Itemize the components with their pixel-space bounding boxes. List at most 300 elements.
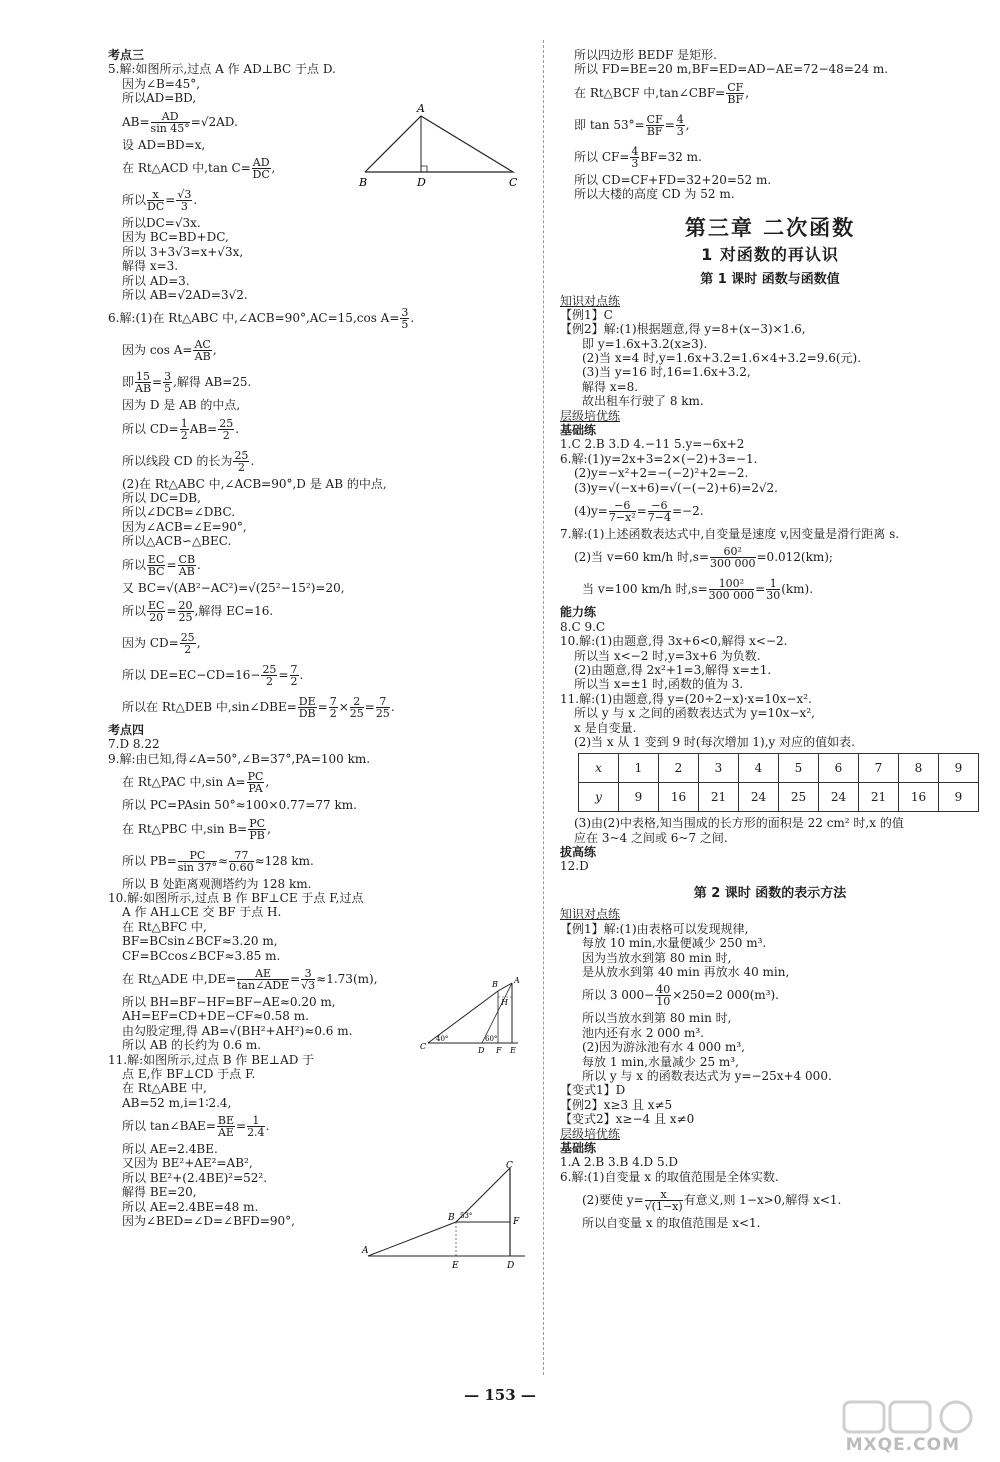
text: ≈: [218, 853, 229, 868]
table-cell: 9: [939, 783, 979, 812]
fraction-num: 100²: [709, 578, 755, 590]
label-a: A: [417, 102, 425, 115]
r-top-3: 所以 CD=CF+FD=32+20=52 m.: [574, 172, 772, 187]
table-cell: 9: [939, 754, 979, 783]
q6-line-9: 所以∠DCB=∠DBC.: [122, 505, 236, 520]
fraction-den: 3: [631, 156, 639, 170]
text: =: [236, 1119, 247, 1134]
fraction-den: 3: [180, 199, 188, 213]
fraction-num: 25: [234, 448, 249, 462]
q10-line-5: CF=BCcos∠BCF≈3.85 m.: [122, 948, 281, 963]
r-l2-8: 每放 1 min,水量减少 25 m³,: [582, 1054, 739, 1069]
r-after-table-2: 应在 3~4 之间或 6~7 之间.: [574, 830, 728, 845]
tgl-heading: 拔高练: [560, 845, 597, 860]
text: (km).: [781, 582, 814, 597]
r-jc2-1: 1.A 2.B 3.B 4.D 5.D: [560, 1155, 679, 1170]
r-l2-9: 所以 y 与 x 的函数表达式为 y=−25x+4 000.: [582, 1068, 832, 1083]
q10-line-1: 10.解:如图所示,过点 B 作 BF⊥CE 于点 F,过点: [108, 890, 364, 905]
q6-line-16: 所以 DE=EC−CD=16− $\frac{25}{2}$ = $\frac{7}{2}$ .: [122, 663, 304, 689]
text: AB=: [122, 114, 150, 129]
r-nl-3: 所以当 x<−2 时,y=3x+6 为负数.: [574, 648, 761, 663]
text: 因为 cos A=: [122, 343, 193, 358]
q5-line-2: 因为∠B=45°,: [122, 76, 201, 91]
fraction: [290, 664, 299, 687]
table-cell: 5: [779, 754, 819, 783]
text: (2)要使 y=: [582, 1193, 644, 1208]
q6-line-4: 因为 D 是 AB 的中点,: [122, 398, 241, 413]
text: .: [193, 192, 198, 207]
text: =: [364, 700, 375, 715]
text: ≈1.73(m),: [316, 971, 378, 986]
r-tan-cbf: 在 Rt△BCF 中,tan∠CBF= $\frac{CF}{BF}$ ,: [574, 80, 750, 106]
q6-line-12: 所以 $\frac{EC}{BC}$ = $\frac{CB}{AB}$ .: [122, 552, 201, 578]
xy-value-table: [578, 753, 979, 812]
r-l1-1: 【例1】C: [560, 307, 613, 322]
fraction: [178, 850, 217, 873]
r-after-table-1: (3)由(2)中表格,知当围成的长方形的面积是 22 cm² 时,x 的值: [574, 816, 904, 831]
zsd-heading-2: 知识对点练: [560, 907, 621, 922]
fraction-den: sin 37°: [177, 860, 218, 874]
q11-line-3: 在 Rt△ABE 中,: [122, 1081, 207, 1096]
lesson-2-title: 第 2 课时 函数的表示方法: [693, 885, 847, 901]
r-nl-2: 10.解:(1)由题意,得 3x+6<0,解得 x<−2.: [560, 634, 788, 649]
right-angle-mark: [421, 166, 427, 172]
text: 所以 DE=EC−CD=16−: [122, 668, 261, 683]
ramp-figure: [418, 975, 528, 1055]
q11-line-6: 又因为 BE²+AE²=AB²,: [122, 1156, 253, 1171]
r-l2-1: 【例1】解:(1)由表格可以发现规律,: [560, 921, 749, 936]
fraction-num: 25: [180, 631, 195, 645]
q11-line-1: 11.解:如图所示,过点 B 作 BE⊥AD 于: [108, 1052, 315, 1067]
text: 在 Rt△ADE 中,DE=: [122, 971, 237, 986]
fraction-num: 1: [180, 416, 188, 430]
r-jc-2: 6.解:(1)y=2x+3=2×(−2)+3=−1.: [560, 451, 758, 466]
label-e: E: [452, 1261, 459, 1271]
r-jc2-3: [560, 1184, 980, 1216]
q5-line-4: 设 AD=BD=x,: [122, 137, 206, 152]
text: 6.解:(1)在 Rt△ABC 中,∠ACB=90°,AC=15,cos A=: [108, 311, 400, 326]
r-l2-10: 【变式1】D: [560, 1083, 626, 1098]
fraction: [726, 82, 744, 105]
label-d: D: [507, 1261, 515, 1271]
table-cell: 24: [819, 783, 859, 812]
label-b: B: [492, 980, 498, 989]
text: ×250=2 000(m³).: [672, 988, 779, 1003]
r-jc2-4: 所以自变量 x 的取值范围是 x<1.: [582, 1216, 761, 1231]
fraction-num: PC: [178, 850, 217, 862]
fraction-den: sin 45°: [150, 121, 190, 135]
fraction: [400, 307, 409, 330]
label-a: A: [514, 976, 520, 985]
r-jc-4: (3)y=√(−x+6)=√(−(−2)+6)=2√2.: [574, 480, 778, 495]
label-60deg: 60°: [485, 1035, 498, 1043]
fraction-num: PC: [249, 816, 266, 830]
text: 有意义,则 1−x>0,解得 x<1.: [683, 1193, 842, 1208]
text: ≈128 km.: [254, 853, 314, 868]
text: 所以: [122, 192, 147, 207]
fraction-num: 25: [219, 416, 234, 430]
fraction-num: 15: [136, 370, 151, 384]
fraction-num: 1: [766, 578, 780, 590]
text: 所以 tan∠BAE=: [122, 1119, 216, 1134]
table-cell: 4: [739, 754, 779, 783]
q6-line-5: 所以 CD= $\frac{1}{2}$ AB= $\frac{25}{2}$ .: [122, 416, 240, 442]
q6-line-7: (2)在 Rt△ABC 中,∠ACB=90°,D 是 AB 的中点,: [122, 476, 387, 491]
cjpy-heading-1: 层级培优练: [560, 408, 621, 423]
text: 所以: [122, 557, 147, 572]
fraction-den: 2: [265, 675, 273, 689]
q11-line-2: 点 E,作 BF⊥CD 于点 F.: [122, 1066, 256, 1081]
r-nl-5: 所以当 x=±1 时,函数的值为 3.: [574, 677, 744, 692]
fraction: [350, 696, 364, 719]
fraction: [247, 771, 265, 794]
table-cell: 21: [699, 783, 739, 812]
r-q7-2: [560, 541, 980, 573]
fraction-den: BC: [147, 564, 165, 578]
fraction-num: 3: [401, 306, 409, 320]
table-cell: 21: [859, 783, 899, 812]
fraction-num: 7: [290, 663, 298, 677]
fraction-den: 25: [375, 707, 390, 721]
text: 所以线段 CD 的长为: [122, 453, 233, 468]
text: BF=32 m.: [640, 149, 702, 164]
fraction: [237, 968, 289, 991]
r-top-2: 所以 FD=BE=20 m,BF=ED=AD−AE=72−48=24 m.: [574, 62, 889, 77]
q6-line-2: 因为 cos A= $\frac{AC}{AB}$ ,: [122, 338, 217, 364]
q10-line-2: A 作 AH⊥CE 交 BF 于点 H.: [122, 905, 282, 920]
fraction-den: DC: [252, 167, 270, 181]
fraction-den: BF: [727, 92, 744, 106]
q11-line-7: 所以 BE²+(2.4BE)²=52².: [122, 1170, 268, 1185]
fraction-num: EC: [148, 552, 165, 566]
table-cell: 7: [859, 754, 899, 783]
fraction-num: PC: [247, 770, 264, 784]
text: =0.012(km);: [756, 550, 833, 565]
q9-line-5: [108, 845, 528, 877]
q11-line-5: 所以 AE=2.4BE.: [122, 1142, 218, 1157]
fraction: [298, 696, 317, 719]
table-cell: 25: [779, 783, 819, 812]
table-cell: 1: [619, 754, 659, 783]
watermark-text: MXQE.COM: [845, 1435, 960, 1455]
fraction-den: AE: [217, 1126, 234, 1140]
fraction-num: √3: [177, 187, 192, 201]
r-nl-9: (2)当 x 从 1 变到 9 时(每次增加 1),y 对应的值如表.: [574, 734, 855, 749]
fraction: [193, 339, 211, 362]
q10-line-9: 所以 AB 的长约为 0.6 m.: [122, 1038, 262, 1053]
r-q7-3: [560, 573, 980, 605]
fraction-den: 2: [184, 643, 192, 657]
text: =: [755, 582, 766, 597]
fraction-num: CF: [646, 112, 663, 126]
r-l1-3: 即 y=1.6x+3.2(x≥3).: [582, 336, 708, 351]
fraction: [376, 696, 390, 719]
text: 在 Rt△ACD 中,tan C=: [122, 160, 251, 175]
fraction-num: 3: [301, 968, 315, 980]
table-cell: 6: [819, 754, 859, 783]
fraction-num: x: [645, 1189, 683, 1201]
text: =: [664, 117, 675, 132]
fraction-num: EC: [148, 599, 165, 613]
table-header-x: x: [579, 754, 619, 783]
r-l1-5: (3)当 y=16 时,16=1.6x+3.2,: [582, 365, 751, 380]
cjpy-heading-2: 层级培优练: [560, 1126, 621, 1141]
q9-line-3: 所以 PC=PAsin 50°≈100×0.77=77 km.: [122, 798, 357, 813]
r-top-4: 所以大楼的高度 CD 为 52 m.: [574, 187, 735, 202]
text: AB=: [189, 421, 218, 436]
label-40deg: 40°: [436, 1035, 449, 1043]
fraction-num: 60²: [710, 546, 756, 558]
q11-line-10: 因为∠BED=∠D=∠BFD=90°,: [122, 1214, 295, 1229]
triangle-outline: [365, 116, 513, 172]
fraction: [648, 500, 671, 523]
zsd-heading-1: 知识对点练: [560, 293, 621, 308]
fraction: [233, 450, 249, 473]
fraction-den: √3: [301, 978, 316, 992]
q6-line-8: 所以 DC=DB,: [122, 491, 201, 506]
fraction-num: 25: [262, 663, 277, 677]
fraction: [252, 157, 271, 180]
text: 因为 CD=: [122, 636, 179, 651]
text: =: [317, 700, 328, 715]
fraction-den: DC: [147, 199, 165, 213]
label-e: E: [510, 1046, 516, 1055]
q6-line-6: 所以线段 CD 的长为 $\frac{25}{2}$ .: [122, 448, 255, 474]
text: (2)当 v=60 km/h 时,s=: [574, 550, 709, 565]
fraction: [178, 600, 194, 623]
r-nl-7: 所以 y 与 x 之间的函数表达式为 y=10x−x²,: [574, 706, 815, 721]
fraction-num: 3: [164, 370, 172, 384]
q9-line-4: 在 Rt△PBC 中,sin B= $\frac{PC}{PB}$ ,: [122, 816, 271, 842]
text: 所以 CD=: [122, 421, 179, 436]
fraction-den: 2: [237, 460, 245, 474]
text: 当 v=100 km/h 时,s=: [582, 582, 708, 597]
q5-line-7: 所以 3+3√3=x+√3x,: [122, 244, 244, 259]
fraction-num: 2: [350, 696, 364, 708]
fraction: [676, 114, 685, 137]
fraction: [151, 111, 190, 134]
fraction-den: AB: [135, 382, 152, 396]
text: =: [166, 604, 177, 619]
fraction: [655, 984, 671, 1007]
q11-line-4: AB=52 m,i=1∶2.4,: [122, 1095, 232, 1110]
fraction: [630, 146, 639, 169]
nll-heading: 能力练: [560, 605, 597, 620]
r-l1-4: (2)当 x=4 时,y=1.6x+3.2=1.6×4+3.2=9.6(元).: [582, 351, 862, 366]
fraction: [217, 1115, 235, 1138]
text: ×: [338, 700, 349, 715]
label-b: B: [359, 176, 368, 189]
text: =: [278, 668, 289, 683]
q6-line-14: [108, 595, 528, 627]
text: 所以 3 000−: [582, 988, 655, 1003]
q10-line-6: 所以 BH=BF−HF=BF−AE≈0.20 m,: [122, 994, 336, 1009]
fraction: [180, 632, 196, 655]
r-l1-6: 解得 x=8.: [582, 379, 639, 394]
fraction: [218, 418, 234, 441]
r-cf: [560, 141, 980, 173]
label-c: C: [420, 1042, 427, 1051]
slope-building-figure: [360, 1160, 530, 1275]
fraction-den: 10: [656, 995, 671, 1009]
fraction: [147, 600, 165, 623]
fraction-den: 20: [149, 611, 164, 625]
fraction: [609, 500, 636, 523]
r-nl-1: 8.C 9.C: [560, 619, 606, 634]
slope-ab: [368, 1222, 456, 1256]
table-header-y: y: [579, 783, 619, 812]
fraction-den: 25: [178, 611, 193, 625]
fraction-num: 1: [247, 1115, 265, 1127]
r-l2-2: 每放 10 min,水量便减少 250 m³.: [582, 936, 767, 951]
fraction-den: √(1−x): [644, 1200, 683, 1214]
q5-line-5: 所以DC=√3x.: [122, 215, 201, 230]
fraction-num: −6: [648, 500, 671, 512]
fraction-num: AE: [237, 968, 289, 980]
fraction-den: tan∠ADE: [237, 978, 290, 992]
fraction: [645, 1189, 683, 1212]
fraction-den: 30: [766, 589, 781, 603]
text: 所以 PB=: [122, 853, 177, 868]
fraction: [766, 578, 780, 601]
q5-line-10: 所以 AB=√2AD=3√2.: [122, 287, 248, 302]
right-column: [560, 48, 980, 1230]
fraction-num: BE: [217, 1114, 234, 1128]
triangle-abc-figure: [355, 100, 525, 190]
label-c: C: [506, 1161, 513, 1171]
fraction: [329, 696, 338, 719]
fraction: [301, 968, 315, 991]
q6-line-10: 因为∠ACB=∠E=90°,: [122, 519, 247, 534]
fraction-num: 7: [376, 696, 390, 708]
r-jc-3: (2)y=−x²+2=−(−2)²+2=−2.: [574, 466, 749, 481]
q6-line-13: 又 BC=√(AB²−AC²)=√(25²−15²)=20,: [122, 580, 345, 595]
fraction: [710, 546, 756, 569]
fraction: [176, 189, 192, 212]
r-q7-1: 7.解:(1)上述函数表达式中,自变量是速度 v,因变量是滑行距离 s.: [560, 527, 900, 541]
fraction: [178, 554, 197, 577]
fraction-den: BF: [646, 124, 663, 138]
fraction-num: DE: [298, 695, 316, 709]
table-cell: 9: [619, 783, 659, 812]
r-l2-frac: [560, 979, 980, 1011]
fraction-den: DB: [298, 707, 316, 721]
r-l2-4: 是从放水到第 40 min 再放水 40 min,: [582, 965, 790, 980]
text: =−2.: [671, 504, 704, 518]
q6-line-1: 6.解:(1)在 Rt△ABC 中,∠ACB=90°,AC=15,cos A= $\frac{3}{5}$ .: [108, 306, 415, 332]
text: 即: [122, 375, 135, 390]
fraction: [180, 418, 189, 441]
fraction-den: 5: [164, 382, 172, 396]
q9-line-1: 9.解:由已知,得∠A=50°,∠B=37°,PA=100 km.: [108, 751, 371, 766]
fraction: [229, 850, 254, 873]
fraction-den: 0.60: [229, 860, 254, 874]
label-h: H: [501, 998, 508, 1007]
fraction-num: −6: [609, 500, 636, 512]
fraction: [261, 664, 277, 687]
label-f: F: [496, 1046, 502, 1055]
fraction: [646, 114, 664, 137]
fraction: [709, 578, 755, 601]
table-cell: 16: [659, 783, 699, 812]
fraction-den: 300 000: [708, 589, 755, 603]
column-divider: [543, 40, 545, 1375]
q5-line-8: 解得 x=3.: [122, 259, 179, 274]
text: (4)y=: [574, 504, 608, 518]
fraction-den: 7−x²: [608, 511, 636, 524]
kaodian-3-heading: 考点三: [108, 48, 145, 62]
q7-8-answers: 7.D 8.22: [108, 737, 160, 752]
fraction-den: 2: [222, 428, 230, 442]
label-c: C: [509, 176, 518, 189]
text: 所以在 Rt△DEB 中,sin∠DBE=: [122, 700, 297, 715]
fraction-den: 2.4: [247, 1126, 265, 1140]
r-jc-1: 1.C 2.B 3.D 4.−11 5.y=−6x+2: [560, 437, 745, 452]
text: =: [166, 557, 177, 572]
q10-line-3: 在 Rt△BFC 中,: [122, 919, 207, 934]
jcl-heading-2: 基础练: [560, 1140, 597, 1155]
fraction-den: 2: [329, 707, 337, 721]
q6-line-17: 所以在 Rt△DEB 中,sin∠DBE= $\frac{DE}{DB}$ = $\frac{7}{2}$ × $\frac{2}{25}$ = $\frac{7}{25}$ .: [122, 695, 395, 721]
r-l2-6: 池内还有水 2 000 m³.: [582, 1025, 704, 1040]
text: =√2AD.: [190, 114, 238, 129]
fraction-den: 2: [180, 428, 188, 442]
q5-line-6: 因为 BC=BD+DC,: [122, 230, 229, 245]
r-jc-5: [560, 495, 980, 527]
label-d: D: [478, 1046, 485, 1055]
text: =: [165, 192, 176, 207]
text: 即 tan 53°=: [574, 117, 645, 132]
jcl-heading-1: 基础练: [560, 423, 597, 438]
q11-line-tan: 所以 tan∠BAE= $\frac{BE}{AE}$ = $\frac{1}{2.4}$ .: [122, 1114, 270, 1140]
fraction-num: AD: [252, 155, 270, 169]
table-cell: 2: [659, 754, 699, 783]
q9-line-2: 在 Rt△PAC 中,sin A= $\frac{PC}{PA}$ ,: [122, 770, 270, 796]
r-l2-11: 【例2】x≥3 且 x≠5: [560, 1097, 673, 1112]
chapter-title: 第三章 二次函数: [684, 215, 856, 240]
r-l2-3: 因为当放水到第 80 min 时,: [582, 950, 732, 965]
r-l1-2: 【例2】解:(1)根据题意,得 y=8+(x−3)×1.6,: [560, 322, 806, 337]
r-l2-5: 所以当放水到第 80 min 时,: [582, 1011, 732, 1026]
r-l2-7: (2)因为游泳池有水 4 000 m³,: [582, 1040, 745, 1055]
kaodian-4-heading: 考点四: [108, 723, 145, 738]
q10-line-4: BF=BCsin∠BCF≈3.20 m,: [122, 934, 278, 949]
fraction-num: 20: [178, 599, 193, 613]
fraction-num: AC: [194, 338, 211, 352]
fraction-num: CB: [178, 552, 196, 566]
q11-line-9: 所以 AE=2.4BE=48 m.: [122, 1199, 259, 1214]
label-d: D: [417, 176, 426, 189]
fraction: [163, 371, 172, 394]
label-53deg: 53°: [460, 1212, 473, 1220]
fraction-den: AB: [194, 350, 211, 364]
q10-line-7: AH=EF=CD+DE−CF≈0.58 m.: [122, 1009, 309, 1024]
r-nl-6: 11.解:(1)由题意,得 y=(20÷2−x)·x=10x−x².: [560, 691, 812, 706]
q10-line-8: 由勾股定理,得 AB=√(BH²+AH²)≈0.6 m.: [122, 1023, 353, 1038]
table-row-y: [579, 783, 979, 812]
fraction: [248, 818, 266, 841]
text: =: [152, 375, 163, 390]
label-a: A: [362, 1246, 369, 1256]
fraction-num: 7: [329, 695, 337, 709]
table-cell: 3: [699, 754, 739, 783]
page-number: — 153 —: [464, 1386, 536, 1404]
fraction: [147, 189, 164, 212]
fraction: [147, 554, 165, 577]
r-top-1: 所以四边形 BEDF 是矩形.: [574, 48, 717, 62]
fraction: [247, 1115, 265, 1138]
q5-line-9: 所以 AD=3.: [122, 273, 190, 288]
